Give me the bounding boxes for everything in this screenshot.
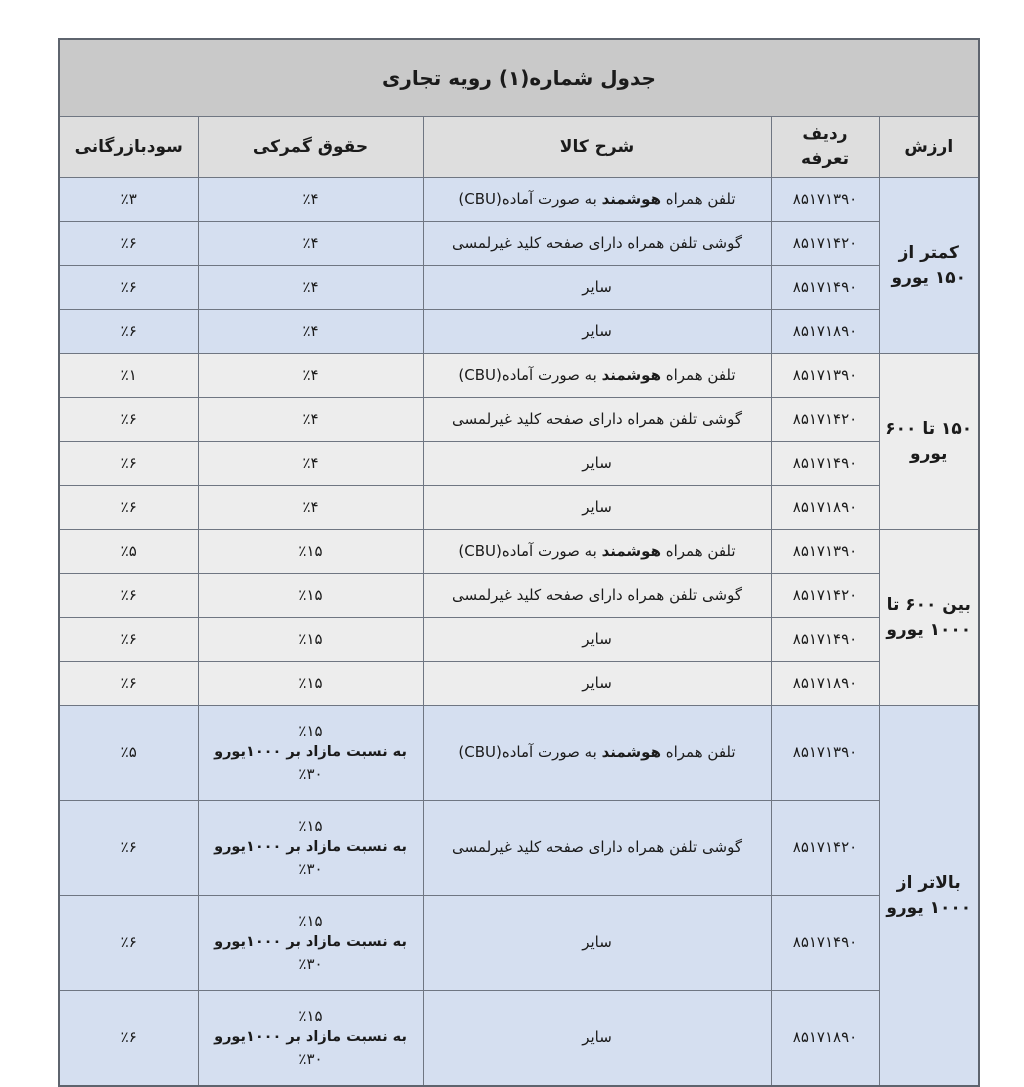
customs-duty-rate: ٪۱۵ — [298, 629, 323, 648]
commercial-profit-cell: ٪۶ — [59, 991, 198, 1087]
customs-duty-cell — [198, 801, 423, 896]
tariff-code-cell: ۸۵۱۷۱۴۲۰ — [771, 574, 879, 618]
goods-description-cell: سایر — [423, 991, 771, 1087]
customs-duty-surplus-note: به نسبت مازاد بر ۱۰۰۰یورو — [214, 744, 407, 761]
goods-description-cell: سایر — [423, 266, 771, 310]
customs-duty-cell — [198, 896, 423, 991]
tariff-code-cell: ۸۵۱۷۱۸۹۰ — [771, 662, 879, 706]
tariff-code-cell: ۸۵۱۷۱۴۹۰ — [771, 266, 879, 310]
tariff-code-cell: ۸۵۱۷۱۴۹۰ — [771, 896, 879, 991]
customs-duty-cell — [198, 178, 423, 222]
goods-description-cell: سایر — [423, 486, 771, 530]
commercial-profit-cell: ٪۶ — [59, 310, 198, 354]
value-range-cell: ۱۵۰ تا ۶۰۰ یورو — [879, 354, 979, 530]
customs-duty-cell — [198, 222, 423, 266]
column-header-commercial-profit: سودبازرگانی — [59, 117, 198, 178]
description-text: تلفن همراه — [660, 189, 736, 208]
customs-duty-rate: ٪۱۵ — [298, 816, 323, 835]
column-header-customs-duty: حقوق گمرکی — [198, 117, 423, 178]
table-row — [59, 801, 979, 896]
commercial-profit-cell: ٪۶ — [59, 801, 198, 896]
customs-duty-rate: ٪۴ — [302, 365, 319, 384]
table-row — [59, 896, 979, 991]
customs-duty-surplus-note: به نسبت مازاد بر ۱۰۰۰یورو — [214, 1029, 407, 1046]
commercial-profit-cell: ٪۵ — [59, 706, 198, 801]
table-header-row — [59, 117, 979, 178]
table-row — [59, 178, 979, 222]
table-title-row — [59, 39, 979, 117]
customs-duty-cell — [198, 991, 423, 1087]
description-text-suffix: به صورت آماده(CBU) — [458, 365, 602, 384]
goods-description-cell — [423, 178, 771, 222]
description-text-suffix: به صورت آماده(CBU) — [458, 189, 602, 208]
customs-duty-cell — [198, 442, 423, 486]
goods-description-cell: سایر — [423, 662, 771, 706]
table-row — [59, 706, 979, 801]
customs-duty-surplus-note: به نسبت مازاد بر ۱۰۰۰یورو — [214, 934, 407, 951]
commercial-profit-cell: ٪۶ — [59, 486, 198, 530]
customs-duty-cell — [198, 662, 423, 706]
table-row — [59, 530, 979, 574]
customs-duty-cell — [198, 398, 423, 442]
customs-duty-cell — [198, 574, 423, 618]
table-row — [59, 354, 979, 398]
goods-description-cell: سایر — [423, 896, 771, 991]
customs-duty-rate: ٪۴ — [302, 277, 319, 296]
tariff-code-cell: ۸۵۱۷۱۴۹۰ — [771, 442, 879, 486]
customs-duty-surplus-rate: ٪۳۰ — [298, 1049, 323, 1068]
description-text-suffix: به صورت آماده(CBU) — [458, 743, 602, 762]
commercial-profit-cell: ٪۶ — [59, 398, 198, 442]
value-range-cell: بین ۶۰۰ تا ۱۰۰۰ یورو — [879, 530, 979, 706]
tariff-code-cell: ۸۵۱۷۱۴۲۰ — [771, 801, 879, 896]
table-row — [59, 662, 979, 706]
goods-description-cell — [423, 706, 771, 801]
tariff-code-cell: ۸۵۱۷۱۸۹۰ — [771, 486, 879, 530]
commercial-profit-cell: ٪۶ — [59, 442, 198, 486]
table-row — [59, 310, 979, 354]
description-text: تلفن همراه — [660, 541, 736, 560]
tariff-code-cell: ۸۵۱۷۱۳۹۰ — [771, 354, 879, 398]
commercial-profit-cell: ٪۳ — [59, 178, 198, 222]
customs-duty-rate: ٪۴ — [302, 189, 319, 208]
customs-duty-cell — [198, 354, 423, 398]
value-range-cell: بالاتر از ۱۰۰۰ یورو — [879, 706, 979, 1087]
tariff-code-cell: ۸۵۱۷۱۸۹۰ — [771, 310, 879, 354]
goods-description-cell: سایر — [423, 442, 771, 486]
table-row — [59, 222, 979, 266]
table-head — [59, 39, 979, 178]
customs-duty-cell — [198, 310, 423, 354]
description-emphasis: هوشمند — [601, 541, 661, 560]
customs-duty-rate: ٪۱۵ — [298, 585, 323, 604]
commercial-profit-cell: ٪۶ — [59, 896, 198, 991]
commercial-tariff-table — [58, 38, 980, 1087]
commercial-profit-cell: ٪۱ — [59, 354, 198, 398]
column-header-value: ارزش — [879, 117, 979, 178]
customs-duty-surplus-rate: ٪۳۰ — [298, 954, 323, 973]
description-text: تلفن همراه — [660, 743, 736, 762]
goods-description-cell: گوشی تلفن همراه دارای صفحه کلید غیرلمسی — [423, 574, 771, 618]
customs-duty-cell — [198, 486, 423, 530]
customs-duty-rate: ٪۱۵ — [298, 541, 323, 560]
table-body — [59, 178, 979, 1087]
tariff-code-cell: ۸۵۱۷۱۴۲۰ — [771, 222, 879, 266]
tariff-code-cell: ۸۵۱۷۱۳۹۰ — [771, 706, 879, 801]
description-text-suffix: به صورت آماده(CBU) — [458, 541, 602, 560]
table-row — [59, 618, 979, 662]
tariff-code-cell: ۸۵۱۷۱۴۲۰ — [771, 398, 879, 442]
tariff-code-cell: ۸۵۱۷۱۳۹۰ — [771, 178, 879, 222]
tariff-code-cell: ۸۵۱۷۱۳۹۰ — [771, 530, 879, 574]
customs-duty-rate: ٪۱۵ — [298, 673, 323, 692]
customs-duty-rate: ٪۴ — [302, 497, 319, 516]
customs-duty-cell — [198, 618, 423, 662]
customs-duty-rate: ٪۴ — [302, 233, 319, 252]
goods-description-cell: گوشی تلفن همراه دارای صفحه کلید غیرلمسی — [423, 398, 771, 442]
commercial-profit-cell: ٪۶ — [59, 618, 198, 662]
column-header-goods-description: شرح کالا — [423, 117, 771, 178]
customs-duty-rate: ٪۱۵ — [298, 1006, 323, 1025]
column-header-tariff-code: ردیف تعرفه — [771, 117, 879, 178]
tariff-code-cell: ۸۵۱۷۱۴۹۰ — [771, 618, 879, 662]
goods-description-cell — [423, 530, 771, 574]
customs-duty-surplus-note: به نسبت مازاد بر ۱۰۰۰یورو — [214, 839, 407, 856]
customs-duty-cell — [198, 530, 423, 574]
goods-description-cell: گوشی تلفن همراه دارای صفحه کلید غیرلمسی — [423, 801, 771, 896]
customs-duty-rate: ٪۴ — [302, 409, 319, 428]
description-emphasis: هوشمند — [601, 743, 661, 762]
description-text: تلفن همراه — [660, 365, 736, 384]
description-emphasis: هوشمند — [601, 189, 661, 208]
table-row — [59, 991, 979, 1087]
customs-duty-surplus-rate: ٪۳۰ — [298, 764, 323, 783]
customs-duty-surplus-rate: ٪۳۰ — [298, 859, 323, 878]
table-row — [59, 266, 979, 310]
table-row — [59, 574, 979, 618]
commercial-profit-cell: ٪۶ — [59, 266, 198, 310]
commercial-profit-cell: ٪۵ — [59, 530, 198, 574]
value-range-cell: کمتر از ۱۵۰ یورو — [879, 178, 979, 354]
goods-description-cell: گوشی تلفن همراه دارای صفحه کلید غیرلمسی — [423, 222, 771, 266]
customs-duty-cell — [198, 266, 423, 310]
table-row — [59, 442, 979, 486]
table-row — [59, 398, 979, 442]
commercial-profit-cell: ٪۶ — [59, 574, 198, 618]
description-emphasis: هوشمند — [601, 365, 661, 384]
customs-duty-rate: ٪۱۵ — [298, 721, 323, 740]
commercial-profit-cell: ٪۶ — [59, 222, 198, 266]
goods-description-cell: سایر — [423, 310, 771, 354]
table-row — [59, 486, 979, 530]
customs-duty-rate: ٪۴ — [302, 453, 319, 472]
tariff-table-container — [60, 38, 980, 1087]
customs-duty-cell — [198, 706, 423, 801]
customs-duty-rate: ٪۱۵ — [298, 911, 323, 930]
table-title: جدول شماره(۱) رویه تجاری — [59, 39, 979, 117]
goods-description-cell — [423, 354, 771, 398]
goods-description-cell: سایر — [423, 618, 771, 662]
customs-duty-rate: ٪۴ — [302, 321, 319, 340]
tariff-code-cell: ۸۵۱۷۱۸۹۰ — [771, 991, 879, 1087]
commercial-profit-cell: ٪۶ — [59, 662, 198, 706]
